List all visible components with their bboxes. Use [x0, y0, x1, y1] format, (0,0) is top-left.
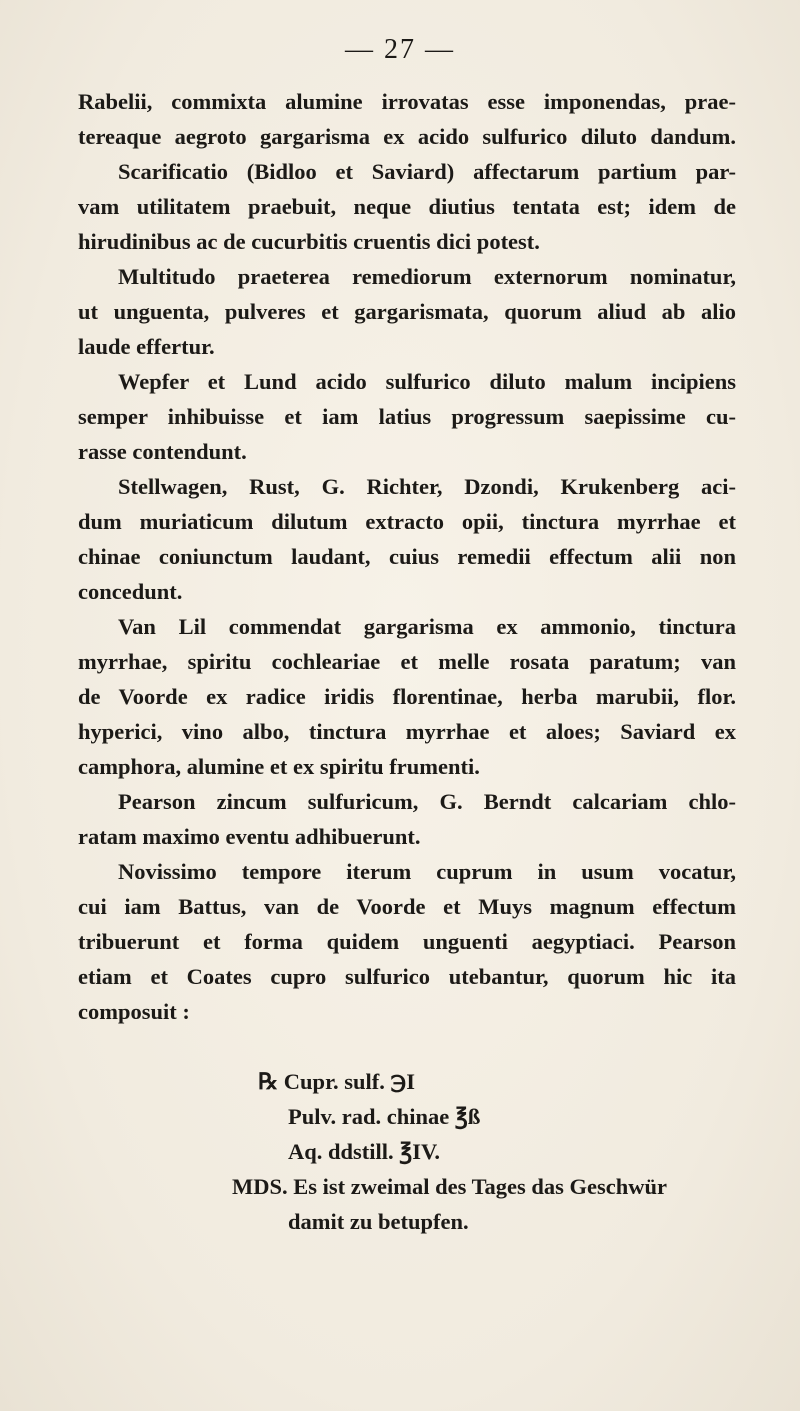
text-line: Stellwagen, Rust, G. Richter, Dzondi, Krukenberg aci-	[118, 474, 736, 499]
recipe-line: MDS. Es ist zweimal des Tages das Geschwür	[232, 1174, 668, 1199]
text-line: laude effertur.	[78, 334, 215, 359]
text-line: camphora, alumine et ex spiritu frumenti.	[78, 754, 480, 779]
recipe-line: ℞ Cupr. sulf. ℈I	[258, 1069, 415, 1094]
text-line: Multitudo praeterea remediorum externorum nominatur,	[118, 264, 736, 289]
text-line: Van Lil commendat gargarisma ex ammonio, tinctura	[118, 614, 736, 639]
text-line: myrrhae, spiritu cochleariae et melle rosata paratum; van	[78, 649, 736, 674]
text-line: Novissimo tempore iterum cuprum in usum vocatur,	[118, 859, 736, 884]
text-line: ratam maximo eventu adhibuerunt.	[78, 824, 421, 849]
text-line: Scarificatio (Bidloo et Saviard) affectarum partium par-	[118, 159, 736, 184]
text-line: Pearson zincum sulfuricum, G. Berndt calcariam chlo-	[118, 789, 736, 814]
recipe-line: damit zu betupfen.	[288, 1209, 469, 1234]
recipe-line: Pulv. rad. chinae ℥ß	[288, 1104, 481, 1129]
text-line: etiam et Coates cupro sulfurico utebantur, quorum hic ita	[78, 964, 736, 989]
text-line: tribuerunt et forma quidem unguenti aegyptiaci. Pearson	[78, 929, 736, 954]
text-line: hyperici, vino albo, tinctura myrrhae et aloes; Saviard ex	[78, 719, 736, 744]
text-line: de Voorde ex radice iridis florentinae, herba marubii, flor.	[78, 684, 736, 709]
text-line: dum muriaticum dilutum extracto opii, tinctura myrrhae et	[78, 509, 736, 534]
text-line: composuit :	[78, 999, 190, 1024]
text-line: ut unguenta, pulveres et gargarismata, quorum aliud ab alio	[78, 299, 736, 324]
text-line: tereaque aegroto gargarisma ex acido sulfurico diluto dandum.	[78, 124, 736, 149]
text-line: chinae coniunctum laudant, cuius remedii effectum alii non	[78, 544, 736, 569]
text-line: hirudinibus ac de cucurbitis cruentis dici potest.	[78, 229, 540, 254]
text-line: cui iam Battus, van de Voorde et Muys magnum effectum	[78, 894, 736, 919]
text-line: Wepfer et Lund acido sulfurico diluto malum incipiens	[118, 369, 736, 394]
text-line: concedunt.	[78, 579, 183, 604]
text-line: vam utilitatem praebuit, neque diutius tentata est; idem de	[78, 194, 736, 219]
text-line: semper inhibuisse et iam latius progressum saepissime cu-	[78, 404, 736, 429]
text-line: rasse contendunt.	[78, 439, 247, 464]
text-line: Rabelii, commixta alumine irrovatas esse imponendas, prae-	[78, 89, 736, 114]
page-number: — 27 —	[345, 34, 455, 65]
recipe-line: Aq. ddstill. ℥IV.	[288, 1139, 441, 1164]
